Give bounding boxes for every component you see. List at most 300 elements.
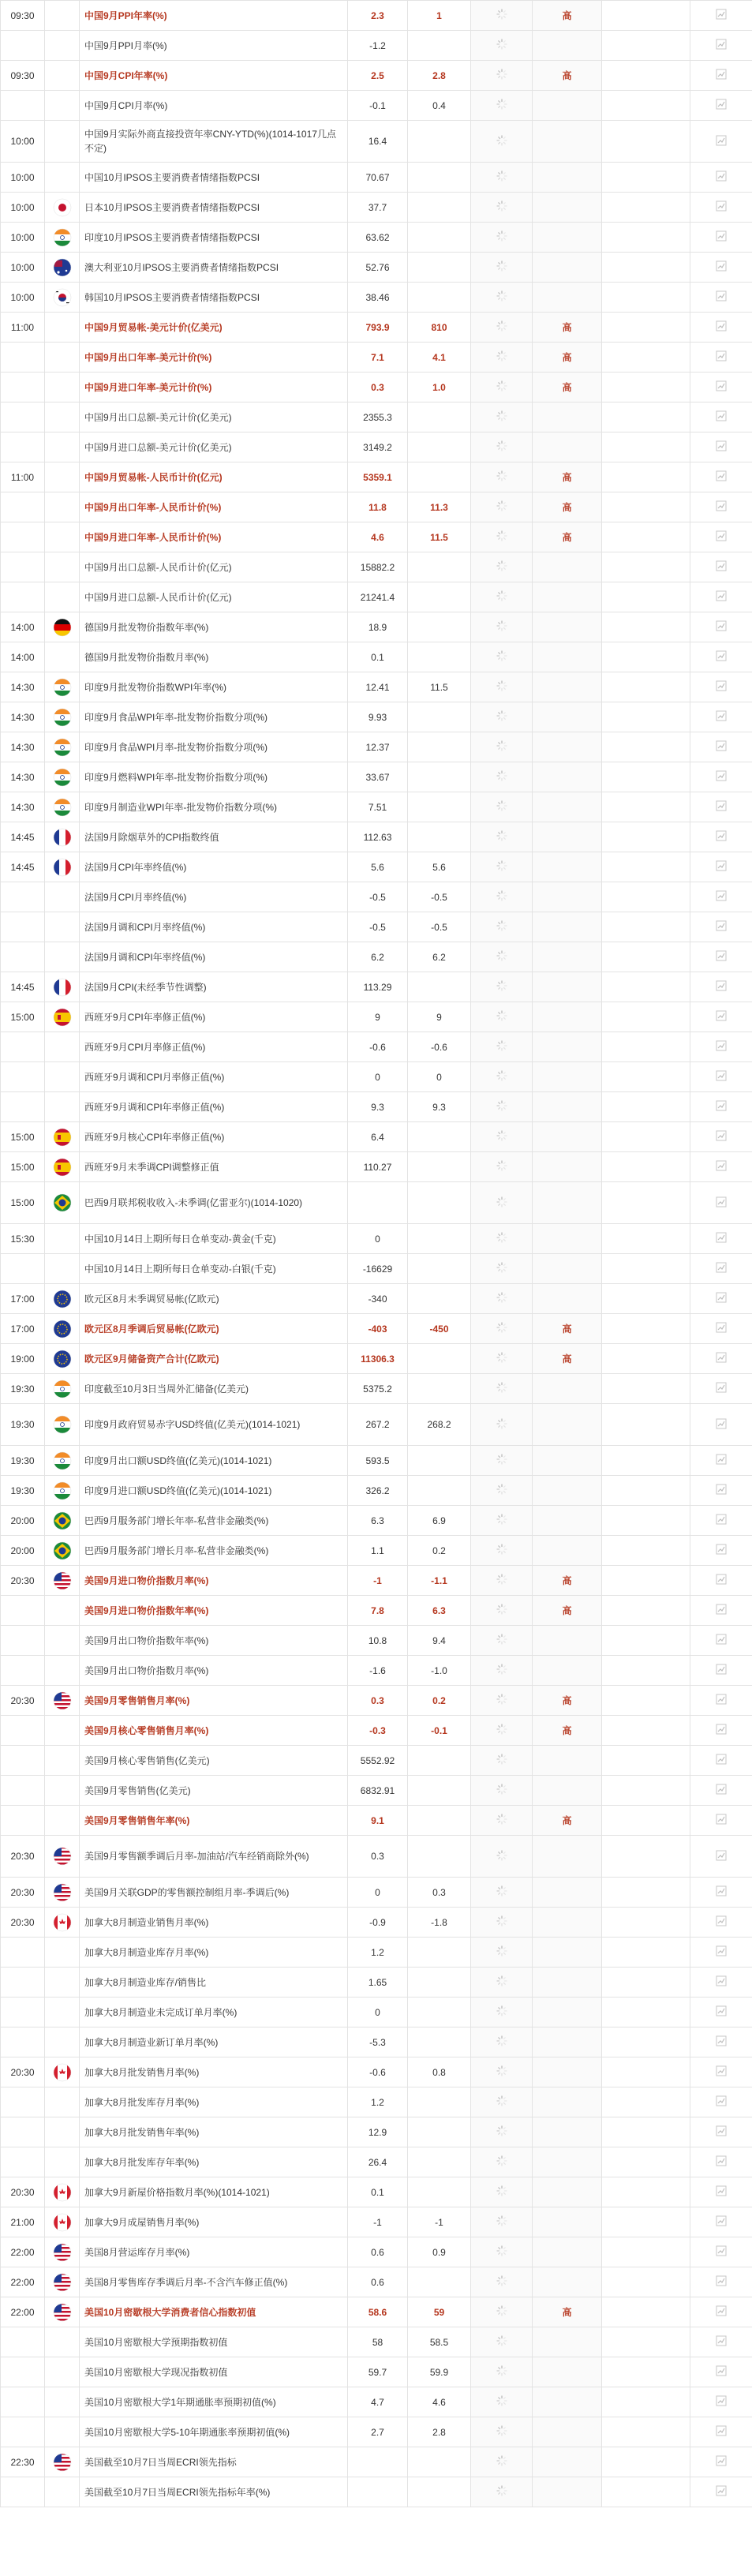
chart-button[interactable] [690,283,752,313]
chart-button[interactable] [690,552,752,582]
indicator-name: 巴西9月服务部门增长月率-私营非金融类(%) [80,1536,348,1566]
loading-spinner-icon [496,1945,507,1956]
impact-cell [602,582,690,612]
importance-badge: 高 [533,61,602,91]
chart-button[interactable] [690,852,752,882]
published-value-pending [471,1836,533,1878]
loading-spinner-icon [496,650,507,661]
chart-button[interactable] [690,253,752,283]
forecast-value [408,1836,471,1878]
indicator-name: 美国10月密歇根大学1年期通胀率预期初值(%) [80,2387,348,2417]
importance-badge: 高 [533,1566,602,1596]
importance-badge [533,121,602,163]
chart-button[interactable] [690,792,752,822]
published-value-pending [471,882,533,912]
country-flag-cell [45,61,80,91]
chart-button[interactable] [690,2477,752,2507]
impact-cell [602,373,690,402]
chart-icon [716,2395,727,2406]
forecast-value: -0.1 [408,1716,471,1746]
importance-badge [533,1254,602,1284]
chart-button[interactable] [690,1686,752,1716]
previous-value: -0.9 [348,1908,408,1938]
chart-button[interactable] [690,2417,752,2447]
chart-button[interactable] [690,582,752,612]
chart-button[interactable] [690,1152,752,1182]
indicator-name: 美国9月出口物价指数年率(%) [80,1626,348,1656]
chart-icon [716,1352,727,1363]
chart-button[interactable] [690,1626,752,1656]
chart-button[interactable] [690,1404,752,1446]
previous-value: -340 [348,1284,408,1314]
forecast-value [408,31,471,61]
indicator-name: 中国9月出口总额-人民币计价(亿元) [80,552,348,582]
forecast-value [408,2267,471,2297]
indicator-name: 美国9月核心零售销售(亿美元) [80,1746,348,1776]
loading-spinner-icon [496,2365,507,2376]
chart-button[interactable] [690,1374,752,1404]
importance-badge [533,1002,602,1032]
impact-cell [602,1062,690,1092]
event-time: 20:30 [1,1878,45,1908]
chart-button[interactable] [690,1476,752,1506]
chart-button[interactable] [690,2327,752,2357]
chart-button[interactable] [690,1182,752,1224]
previous-value: 63.62 [348,223,408,253]
loading-spinner-icon [496,200,507,212]
importance-badge [533,2387,602,2417]
forecast-value: 810 [408,313,471,343]
chart-icon [716,860,727,871]
forecast-value [408,1344,471,1374]
chart-button[interactable] [690,1836,752,1878]
indicator-name: 德国9月批发物价指数月率(%) [80,642,348,672]
impact-cell [602,462,690,492]
country-flag-cell [45,642,80,672]
loading-spinner-icon [496,230,507,242]
table-row [1,343,752,373]
flag-es-icon [53,1128,72,1147]
flag-us-icon [53,1571,72,1590]
country-flag-cell [45,1878,80,1908]
importance-badge [533,822,602,852]
loading-spinner-icon [496,1850,507,1861]
chart-button[interactable] [690,1656,752,1686]
table-row [1,2297,752,2327]
chart-icon [716,440,727,451]
impact-cell [602,612,690,642]
published-value-pending [471,1566,533,1596]
chart-button[interactable] [690,432,752,462]
indicator-name: 中国10月IPSOS主要消费者情绪指数PCSI [80,163,348,193]
chart-button[interactable] [690,91,752,121]
previous-value [348,2477,408,2507]
chart-button[interactable] [690,1596,752,1626]
previous-value: -0.5 [348,912,408,942]
previous-value: 5552.92 [348,1746,408,1776]
flag-fr-icon [53,978,72,997]
forecast-value: 1 [408,1,471,31]
importance-badge [533,2417,602,2447]
chart-button[interactable] [690,702,752,732]
forecast-value [408,121,471,163]
published-value-pending [471,2447,533,2477]
published-value-pending [471,2147,533,2177]
indicator-name: 印度9月进口额USD终值(亿美元)(1014-1021) [80,1476,348,1506]
previous-value: 1.1 [348,1536,408,1566]
country-flag-cell [45,2147,80,2177]
published-value-pending [471,2327,533,2357]
chart-button[interactable] [690,1878,752,1908]
chart-button[interactable] [690,1806,752,1836]
chart-button[interactable] [690,2147,752,2177]
chart-button[interactable] [690,612,752,642]
event-time: 14:30 [1,762,45,792]
chart-button[interactable] [690,373,752,402]
event-time [1,582,45,612]
chart-button[interactable] [690,1284,752,1314]
chart-button[interactable] [690,1968,752,1998]
country-flag-cell [45,462,80,492]
country-flag-cell [45,792,80,822]
impact-cell [602,2117,690,2147]
chart-button[interactable] [690,1092,752,1122]
chart-button[interactable] [690,522,752,552]
country-flag-cell [45,1566,80,1596]
indicator-name: 印度10月IPSOS主要消费者情绪指数PCSI [80,223,348,253]
table-row [1,522,752,552]
forecast-value [408,582,471,612]
chart-icon [716,2305,727,2316]
previous-value: 0 [348,1224,408,1254]
chart-button[interactable] [690,193,752,223]
table-row [1,1314,752,1344]
event-time: 14:00 [1,642,45,672]
table-row [1,223,752,253]
chart-button[interactable] [690,1998,752,2027]
chart-button[interactable] [690,121,752,163]
table-row [1,1656,752,1686]
chart-button[interactable] [690,1776,752,1806]
chart-button[interactable] [690,642,752,672]
importance-badge [533,1062,602,1092]
impact-cell [602,912,690,942]
chart-button[interactable] [690,313,752,343]
event-time: 09:30 [1,61,45,91]
indicator-name: 巴西9月服务部门增长年率-私营非金融类(%) [80,1506,348,1536]
loading-spinner-icon [496,1160,507,1171]
previous-value: 5359.1 [348,462,408,492]
impact-cell [602,2327,690,2357]
indicator-name: 法国9月CPI月率终值(%) [80,882,348,912]
loading-spinner-icon [496,2125,507,2136]
forecast-value [408,1746,471,1776]
chart-button[interactable] [690,882,752,912]
published-value-pending [471,852,533,882]
importance-badge [533,2357,602,2387]
chart-button[interactable] [690,1,752,31]
forecast-value: 2.8 [408,61,471,91]
chart-button[interactable] [690,1314,752,1344]
chart-button[interactable] [690,1344,752,1374]
published-value-pending [471,2357,533,2387]
chart-button[interactable] [690,972,752,1002]
event-time [1,1998,45,2027]
country-flag-cell [45,432,80,462]
forecast-value [408,732,471,762]
chart-button[interactable] [690,912,752,942]
chart-icon [716,500,727,511]
previous-value: 9.1 [348,1806,408,1836]
chart-button[interactable] [690,2237,752,2267]
table-row [1,1062,752,1092]
indicator-name: 加拿大8月制造业库存/销售比 [80,1968,348,1998]
published-value-pending [471,2267,533,2297]
chart-button[interactable] [690,1224,752,1254]
chart-button[interactable] [690,1566,752,1596]
chart-button[interactable] [690,31,752,61]
table-row [1,61,752,91]
published-value-pending [471,253,533,283]
importance-badge [533,972,602,1002]
chart-button[interactable] [690,2357,752,2387]
table-row [1,1716,752,1746]
table-row [1,1908,752,1938]
importance-badge [533,91,602,121]
chart-button[interactable] [690,732,752,762]
indicator-name: 中国9月PPI年率(%) [80,1,348,31]
published-value-pending [471,1746,533,1776]
chart-button[interactable] [690,223,752,253]
chart-icon [716,1694,727,1705]
indicator-name: 美国10月密歇根大学预期指数初值 [80,2327,348,2357]
chart-button[interactable] [690,2117,752,2147]
table-row [1,1152,752,1182]
importance-badge: 高 [533,1,602,31]
chart-button[interactable] [690,462,752,492]
country-flag-cell [45,612,80,642]
chart-button[interactable] [690,2177,752,2207]
indicator-name: 美国截至10月7日当周ECRI领先指标年率(%) [80,2477,348,2507]
forecast-value [408,1776,471,1806]
previous-value: 5.6 [348,852,408,882]
chart-button[interactable] [690,1032,752,1062]
table-row [1,2177,752,2207]
chart-button[interactable] [690,1002,752,1032]
impact-cell [602,1032,690,1062]
table-row [1,1344,752,1374]
previous-value: 6832.91 [348,1776,408,1806]
chart-button[interactable] [690,402,752,432]
indicator-name: 中国9月进口年率-人民币计价(%) [80,522,348,552]
importance-badge [533,2477,602,2507]
impact-cell [602,1776,690,1806]
published-value-pending [471,1344,533,1374]
chart-button[interactable] [690,2057,752,2087]
indicator-name: 法国9月CPI年率终值(%) [80,852,348,882]
chart-icon [716,1382,727,1393]
published-value-pending [471,702,533,732]
chart-button[interactable] [690,1746,752,1776]
forecast-value [408,432,471,462]
published-value-pending [471,2207,533,2237]
published-value-pending [471,2117,533,2147]
event-time: 15:00 [1,1152,45,1182]
loading-spinner-icon [496,1484,507,1495]
importance-badge [533,2207,602,2237]
importance-badge [533,2027,602,2057]
event-time: 20:30 [1,1686,45,1716]
chart-button[interactable] [690,1506,752,1536]
flag-es-icon [53,1158,72,1177]
chart-button[interactable] [690,672,752,702]
flag-au-icon [53,258,72,277]
table-row [1,492,752,522]
indicator-name: 中国10月14日上期所每日仓单变动-白银(千克) [80,1254,348,1284]
forecast-value: 9.4 [408,1626,471,1656]
chart-button[interactable] [690,2267,752,2297]
event-time: 19:00 [1,1344,45,1374]
forecast-value [408,792,471,822]
loading-spinner-icon [496,470,507,481]
impact-cell [602,1404,690,1446]
loading-spinner-icon [496,2485,507,2496]
table-row [1,642,752,672]
published-value-pending [471,642,533,672]
chart-button[interactable] [690,762,752,792]
impact-cell [602,2207,690,2237]
chart-button[interactable] [690,2297,752,2327]
table-row [1,1746,752,1776]
chart-button[interactable] [690,61,752,91]
chart-icon [716,2185,727,2196]
chart-icon [716,2455,727,2466]
chart-button[interactable] [690,492,752,522]
indicator-name: 美国9月关联GDP的零售额控制组月率-季调后(%) [80,1878,348,1908]
importance-badge [533,1836,602,1878]
chart-button[interactable] [690,2387,752,2417]
flag-us-icon [53,1847,72,1866]
chart-button[interactable] [690,1908,752,1938]
previous-value: 0.1 [348,2177,408,2207]
previous-value: 2355.3 [348,402,408,432]
impact-cell [602,552,690,582]
chart-icon [716,2425,727,2436]
importance-badge: 高 [533,1806,602,1836]
table-row [1,2237,752,2267]
country-flag-cell [45,2237,80,2267]
event-time [1,2357,45,2387]
table-row [1,1776,752,1806]
country-flag-cell [45,2087,80,2117]
chart-button[interactable] [690,1536,752,1566]
indicator-name: 印度9月食品WPI年率-批发物价指数分项(%) [80,702,348,732]
country-flag-cell [45,1908,80,1938]
forecast-value [408,283,471,313]
chart-icon [716,800,727,811]
chart-icon [716,2035,727,2046]
chart-button[interactable] [690,2207,752,2237]
country-flag-cell [45,2417,80,2447]
published-value-pending [471,1938,533,1968]
indicator-name: 美国9月零售销售年率(%) [80,1806,348,1836]
chart-button[interactable] [690,1716,752,1746]
chart-button[interactable] [690,1446,752,1476]
impact-cell [602,2357,690,2387]
event-time: 15:00 [1,1122,45,1152]
previous-value: 38.46 [348,283,408,313]
chart-icon [716,1262,727,1273]
previous-value: 9.3 [348,1092,408,1122]
previous-value: 1.2 [348,1938,408,1968]
published-value-pending [471,2177,533,2207]
chart-icon [716,1100,727,1111]
forecast-value: -1.0 [408,1656,471,1686]
published-value-pending [471,462,533,492]
flag-in-icon [53,1451,72,1470]
forecast-value: 59.9 [408,2357,471,2387]
chart-button[interactable] [690,2087,752,2117]
loading-spinner-icon [496,2455,507,2466]
forecast-value: -0.6 [408,1032,471,1062]
chart-button[interactable] [690,942,752,972]
impact-cell [602,1446,690,1476]
importance-badge [533,2117,602,2147]
chart-button[interactable] [690,2447,752,2477]
importance-badge [533,1374,602,1404]
chart-button[interactable] [690,2027,752,2057]
loading-spinner-icon [496,1418,507,1429]
country-flag-cell [45,522,80,552]
previous-value: 0.6 [348,2237,408,2267]
flag-us-icon [53,2453,72,2472]
chart-button[interactable] [690,822,752,852]
loading-spinner-icon [496,800,507,811]
indicator-name: 巴西9月联邦税收收入-未季调(亿雷亚尔)(1014-1020) [80,1182,348,1224]
event-time [1,1938,45,1968]
loading-spinner-icon [496,39,507,50]
chart-button[interactable] [690,1062,752,1092]
indicator-name: 澳大利亚10月IPSOS主要消费者情绪指数PCSI [80,253,348,283]
table-row [1,1626,752,1656]
chart-button[interactable] [690,1938,752,1968]
event-time [1,2417,45,2447]
loading-spinner-icon [496,1232,507,1243]
chart-icon [716,680,727,691]
chart-button[interactable] [690,1122,752,1152]
loading-spinner-icon [496,1196,507,1208]
previous-value: 11.8 [348,492,408,522]
published-value-pending [471,1686,533,1716]
indicator-name: 美国10月密歇根大学消费者信心指数初值 [80,2297,348,2327]
table-row [1,402,752,432]
impact-cell [602,1344,690,1374]
chart-button[interactable] [690,1254,752,1284]
event-time: 20:30 [1,1908,45,1938]
previous-value: 10.8 [348,1626,408,1656]
importance-badge [533,2177,602,2207]
previous-value: 12.37 [348,732,408,762]
impact-cell [602,2237,690,2267]
chart-button[interactable] [690,343,752,373]
loading-spinner-icon [496,740,507,751]
forecast-value [408,1284,471,1314]
chart-button[interactable] [690,163,752,193]
event-time: 10:00 [1,223,45,253]
importance-badge [533,732,602,762]
importance-badge [533,432,602,462]
impact-cell [602,792,690,822]
